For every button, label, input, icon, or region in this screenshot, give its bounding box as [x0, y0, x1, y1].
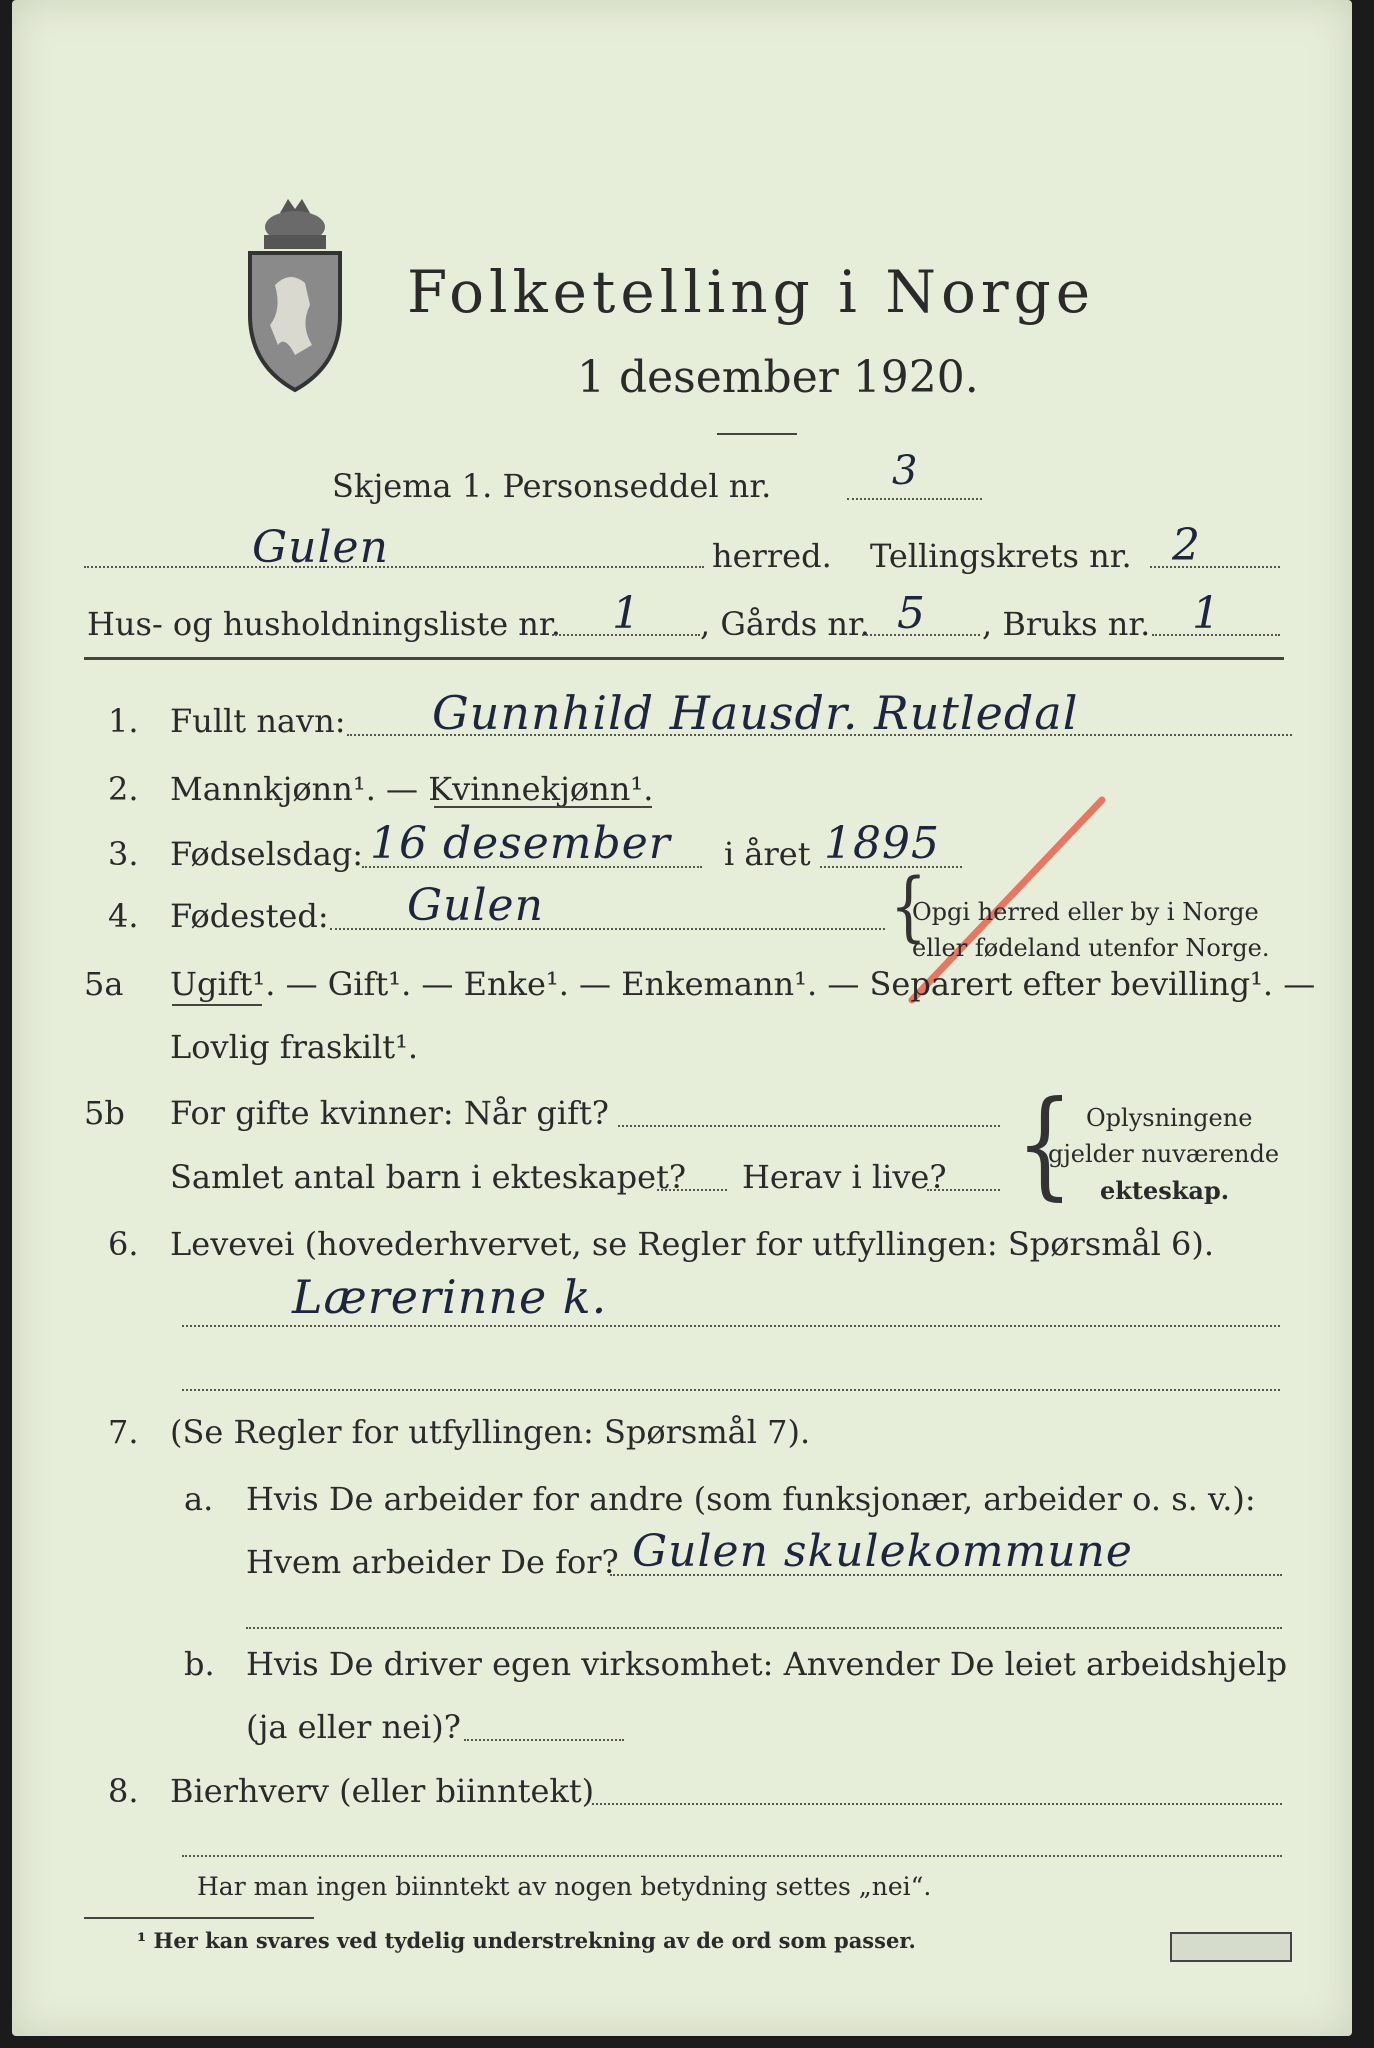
- birthplace-note-brace: {: [890, 861, 927, 951]
- q3-number: 3.: [108, 835, 139, 873]
- herred-line: [84, 566, 704, 568]
- marital-status-options-2: Lovlig fraskilt¹.: [170, 1028, 419, 1066]
- sex-options: Mannkjønn¹. — Kvinnekjønn¹.: [170, 770, 654, 808]
- married-when-line: [618, 1125, 1000, 1127]
- form-title: Folketelling i Norge: [407, 258, 1096, 326]
- marital-status-options: Ugift¹. — Gift¹. — Enke¹. — Enkemann¹. — Separert efter bevilling¹. —: [170, 965, 1316, 1003]
- footnote: ¹ Her kan svares ved tydelig understrekning av de ord som passer.: [137, 1928, 916, 1953]
- q6-number: 6.: [108, 1225, 139, 1263]
- q1-label: Fullt navn:: [170, 702, 346, 740]
- q5b-alive-label: Herav i live?: [742, 1158, 947, 1196]
- gards-label: , Gårds nr.: [700, 605, 870, 643]
- personseddel-line: [847, 498, 982, 500]
- q8-label: Bierhverv (eller biinntekt): [170, 1772, 595, 1810]
- printer-stamp: [1170, 1932, 1292, 1962]
- side-income-line-2: [182, 1855, 1282, 1857]
- occupation-line-2: [182, 1389, 1280, 1391]
- q7a-line1: Hvis De arbeider for andre (som funksjonær, arbeider o. s. v.):: [246, 1480, 1256, 1518]
- norwegian-coat-of-arms-icon: [240, 195, 350, 400]
- marriage-note-1: Oplysningene: [1086, 1104, 1253, 1132]
- q6-label: Levevei (hovederhvervet, se Regler for utfyllingen: Spørsmål 6).: [170, 1225, 1215, 1263]
- schema-label: Skjema 1. Personseddel nr.: [332, 467, 772, 505]
- q5b-number: 5b: [84, 1094, 125, 1132]
- q4-number: 4.: [108, 897, 139, 935]
- q5a-number: 5a: [84, 965, 124, 1003]
- personseddel-value: 3: [892, 448, 919, 494]
- full-name-value: Gunnhild Hausdr. Rutledal: [432, 686, 1079, 740]
- alive-line: [927, 1189, 1000, 1191]
- q7b-letter: b.: [184, 1645, 215, 1683]
- footer-note: Har man ingen biinntekt av nogen betydning settes „nei“.: [197, 1872, 932, 1901]
- marriage-note-brace: {: [1016, 1076, 1074, 1213]
- q7-label: (Se Regler for utfyllingen: Spørsmål 7).: [170, 1413, 811, 1451]
- q5b-children-label: Samlet antal barn i ekteskapet?: [170, 1158, 687, 1196]
- occupation-value: Lærerinne k.: [292, 1270, 608, 1324]
- q7a-letter: a.: [184, 1480, 214, 1518]
- side-income-line: [592, 1803, 1282, 1805]
- employer-value: Gulen skulekommune: [632, 1526, 1133, 1577]
- marriage-note-2: gjelder nuværende: [1048, 1140, 1280, 1168]
- form-date: 1 desember 1920.: [577, 352, 979, 403]
- household-value: 1: [612, 588, 641, 639]
- birthplace-value: Gulen: [407, 880, 544, 931]
- header-rule: [84, 657, 1284, 660]
- census-form: [12, 0, 1352, 2036]
- birthplace-note-1: Opgi herred eller by i Norge: [912, 898, 1259, 926]
- gards-value: 5: [897, 588, 926, 639]
- bruks-label: , Bruks nr.: [982, 605, 1151, 643]
- tellingskrets-line: [1150, 566, 1280, 568]
- bruks-value: 1: [1192, 588, 1221, 639]
- tellingskrets-label: Tellingskrets nr.: [870, 537, 1132, 575]
- q3-label: Fødselsdag:: [170, 835, 364, 873]
- marriage-note-3: ekteskap.: [1100, 1176, 1230, 1205]
- q7-number: 7.: [108, 1413, 139, 1451]
- birth-year-value: 1895: [824, 818, 940, 869]
- occupation-line-1: [182, 1325, 1280, 1327]
- q5b-line1: For gifte kvinner: Når gift?: [170, 1094, 609, 1132]
- q7a-line2: Hvem arbeider De for?: [246, 1543, 619, 1581]
- q1-number: 1.: [108, 702, 139, 740]
- q7b-line1: Hvis De driver egen virksomhet: Anvender De leiet arbeidshjelp: [246, 1645, 1288, 1683]
- q4-label: Fødested:: [170, 897, 329, 935]
- herred-label: herred.: [712, 537, 832, 575]
- herred-value: Gulen: [252, 522, 389, 573]
- birthplace-note-2: eller fødeland utenfor Norge.: [912, 934, 1270, 962]
- q7b-line2: (ja eller nei)?: [246, 1708, 461, 1746]
- employer-line-2: [246, 1627, 1282, 1629]
- footnote-rule: [84, 1917, 314, 1919]
- birthday-value: 16 desember: [370, 818, 671, 869]
- household-label: Hus- og husholdningsliste nr.: [87, 605, 561, 643]
- hired-help-line: [464, 1739, 624, 1741]
- year-label: i året: [724, 835, 811, 873]
- marital-underline: [172, 1004, 262, 1006]
- children-line: [657, 1189, 727, 1191]
- q2-number: 2.: [108, 770, 139, 808]
- title-divider: [717, 433, 797, 435]
- q8-number: 8.: [108, 1772, 139, 1810]
- tellingskrets-value: 2: [1172, 520, 1201, 571]
- sex-underline: [434, 806, 652, 808]
